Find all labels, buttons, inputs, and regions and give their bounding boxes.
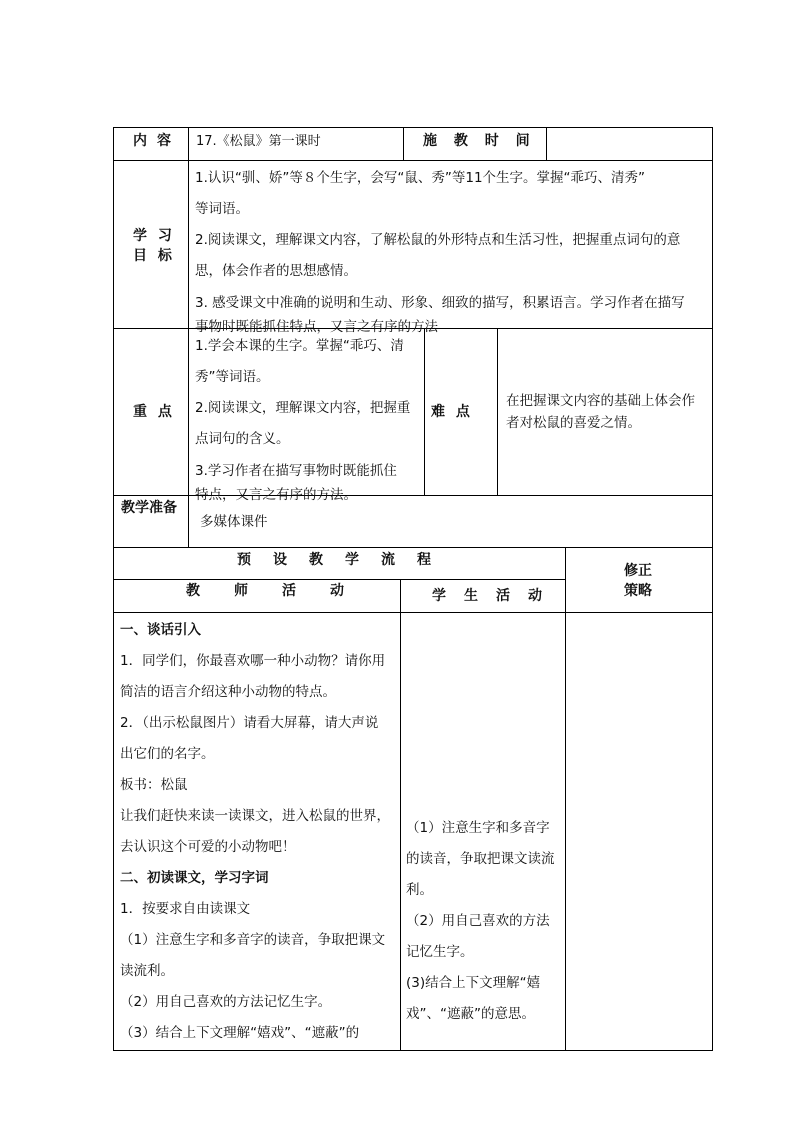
flow-title: 预 设 教 学 流 程 (237, 552, 435, 568)
table-border-top (113, 127, 713, 128)
objective-line: 事物时既能抓住特点，又言之有序的方法 (195, 319, 438, 335)
revision-label-line1: 修正 (624, 563, 652, 579)
teacher-activity-text (120, 615, 398, 1049)
objective-line: 思，体会作者的思想感情。 (195, 263, 357, 279)
label-column-divider (188, 127, 189, 548)
objectives-label-line2: 目 标 (133, 248, 175, 264)
student-line: （1）注意生字和多音字 (406, 820, 550, 836)
row-divider-header (113, 160, 713, 161)
difficulty-line: 者对松鼠的喜爱之情。 (506, 415, 641, 431)
difficulty-text (506, 390, 710, 434)
student-line: (3)结合上下文理解“嬉 (406, 975, 541, 991)
teacher-line: 1．同学们，你最喜欢哪一种小动物？请你用 (120, 653, 386, 669)
objective-line: 3. 感受课文中准确的说明和生动、形象、细致的描写，积累语言。学习作者在描写 (195, 295, 685, 311)
student-line: 利。 (406, 882, 433, 898)
flow-revision-divider (565, 547, 566, 1051)
time-label: 施 教 时 间 (423, 133, 536, 149)
section-heading: 一、谈话引入 (120, 622, 201, 638)
teacher-student-divider (400, 579, 401, 1051)
objectives-text (195, 163, 710, 339)
teacher-line: 简洁的语言介绍这种小动物的特点。 (120, 684, 336, 700)
student-line: （2）用自己喜欢的方法 (406, 913, 550, 929)
teacher-line: 2．（出示松鼠图片）请看大屏幕，请大声说 (120, 715, 379, 731)
objective-line: 1.认识“驯、娇”等８个生字，会写“鼠、秀”等11个生字。掌握“乖巧、清秀” (195, 170, 646, 186)
objectives-label-line1: 学 习 (133, 228, 175, 244)
keypoint-line: 点词句的含义。 (195, 431, 290, 447)
preparation-value: 多媒体课件 (200, 514, 268, 530)
teacher-activity-header: 教 师 活 动 (186, 583, 346, 599)
header-divider-b (546, 127, 547, 161)
difficulty-line: 在把握课文内容的基础上体会作 (506, 393, 695, 409)
teacher-line: 1．按要求自由读课文 (120, 901, 251, 917)
student-line: 戏”、“遮蔽”的意思。 (406, 1006, 535, 1022)
preparation-label: 教学准备 (121, 500, 177, 516)
difficulty-label: 难 点 (431, 404, 473, 420)
keypoint-line: 1.学会本课的生字。掌握“乖巧、清 (195, 338, 404, 354)
teacher-line: 出它们的名字。 (120, 746, 215, 762)
content-label: 内容 (133, 133, 181, 149)
keypoint-line: 秀”等词语。 (195, 369, 270, 385)
teacher-line: （1）注意生字和多音字的读音，争取把课文 (120, 932, 386, 948)
keypoint-line: 3.学习作者在描写事物时既能抓住 (195, 463, 397, 479)
keypoints-label: 重 点 (133, 404, 175, 420)
keypoint-divider-b (497, 328, 498, 496)
student-line: 记忆生字。 (406, 944, 474, 960)
student-line: 的读音，争取把课文读流 (406, 851, 555, 867)
revision-label-line2: 策略 (624, 583, 652, 599)
table-border-left (113, 127, 114, 1051)
keypoint-divider-a (424, 328, 425, 496)
keypoints-text (195, 331, 423, 507)
teacher-line: 板书：松鼠 (120, 777, 188, 793)
student-activity-text (406, 813, 564, 1030)
keypoint-line: 特点，又言之有序的方法。 (195, 487, 357, 503)
lesson-title: 17.《松鼠》第一课时 (196, 134, 321, 149)
teacher-line: （3）结合上下文理解“嬉戏”、“遮蔽”的 (120, 1025, 360, 1041)
teacher-line: 读流利。 (120, 963, 174, 979)
teacher-line: 让我们赶快来读一读课文，进入松鼠的世界， (120, 808, 390, 824)
row-divider-flow-title (113, 579, 565, 580)
section-heading: 二、初读课文，学习字词 (120, 870, 269, 886)
row-divider-columns (113, 612, 713, 613)
objective-line: 等词语。 (195, 201, 249, 217)
teacher-line: （2）用自己喜欢的方法记忆生字。 (120, 994, 332, 1010)
objective-line: 2.阅读课文，理解课文内容，了解松鼠的外形特点和生活习性，把握重点词句的意 (195, 232, 681, 248)
keypoint-line: 2.阅读课文，理解课文内容，把握重 (195, 400, 411, 416)
header-divider-a (403, 127, 404, 161)
teacher-line: 去认识这个可爱的小动物吧！ (120, 839, 296, 855)
table-border-right (712, 127, 713, 1051)
table-border-bottom (113, 1050, 713, 1051)
student-activity-header: 学 生 活 动 (432, 588, 544, 604)
row-divider-prep (113, 547, 713, 548)
